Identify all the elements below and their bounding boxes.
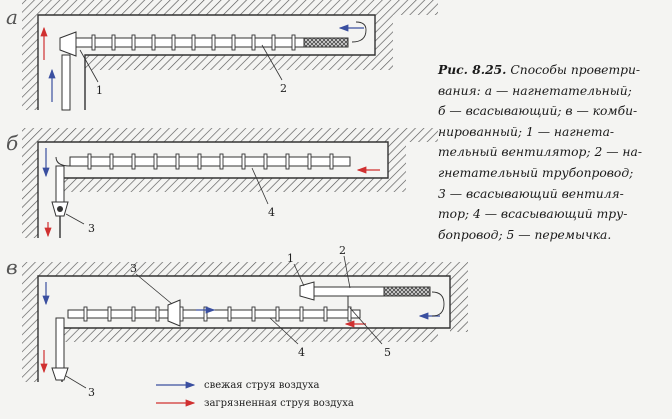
pipe-joint: [154, 154, 157, 169]
rock-face-a: [375, 15, 393, 60]
label-v-5: 5: [384, 346, 391, 359]
elbow-b: [56, 157, 70, 166]
leader-v3b: [66, 376, 86, 388]
leader-v3: [136, 274, 172, 304]
pipe-joint: [242, 154, 245, 169]
panel-a-letter: а: [6, 5, 18, 29]
pipe-joint: [92, 35, 95, 50]
caption-line-8: бопровод; 5 — перемычка.: [438, 227, 612, 242]
vertical-pipe-v: [56, 318, 64, 368]
fan-1-v: [300, 282, 314, 300]
rock-top-v: [38, 262, 468, 276]
label-b-4: 4: [268, 206, 275, 219]
vertical-pipe-a: [62, 55, 70, 110]
rock-left-v: [22, 262, 38, 382]
return-curve-v: [432, 292, 444, 316]
rock-left-a: [22, 0, 38, 110]
pressure-pipe-a: [76, 38, 304, 47]
flexible-hose-v: [384, 287, 430, 296]
pipe-joint: [212, 35, 215, 50]
pipe-joint: [112, 35, 115, 50]
pipe-joint: [156, 307, 159, 321]
panel-v: [6, 244, 468, 399]
caption-line-0: [438, 60, 664, 81]
panel-b: [6, 128, 438, 238]
pipe-joint: [192, 35, 195, 50]
caption-line-3: нированный; 1 — нагнета-: [438, 124, 615, 139]
pipe-joint: [300, 307, 303, 321]
caption-line-7: тор; 4 — всасывающий тру-: [438, 207, 628, 222]
pipe-joint: [198, 154, 201, 169]
rock-left-b: [22, 128, 38, 238]
pipe-joint: [176, 154, 179, 169]
pipe-joint: [84, 307, 87, 321]
rock-face-b: [388, 142, 406, 182]
pipe-joint: [276, 307, 279, 321]
rock-bottom-b: [60, 178, 406, 192]
pipe-joint: [88, 154, 91, 169]
pipe-joint: [152, 35, 155, 50]
panel-b-letter: б: [6, 131, 19, 155]
caption-line-2: б — всасывающий; в — комби-: [438, 104, 638, 119]
panel-a: [6, 0, 438, 110]
label-v-1: 1: [287, 252, 294, 265]
pipe-joint: [252, 307, 255, 321]
label-v-3: 3: [130, 262, 137, 275]
caption-line-0-text: Способы проветри-: [506, 63, 641, 77]
figure-caption: [438, 60, 664, 245]
caption-line-6: 3 — всасывающий вентиля-: [438, 186, 624, 201]
rock-bottom-a: [85, 55, 393, 70]
caption-line-4: тельный вентилятор; 2 — на-: [438, 145, 643, 160]
label-a-2: 2: [280, 82, 287, 95]
rock-top-b: [38, 128, 438, 142]
pipe-joint: [108, 307, 111, 321]
pipe-joint: [264, 154, 267, 169]
pipe-joint: [292, 35, 295, 50]
legend-fresh-text: свежая струя воздуха: [204, 380, 320, 391]
pipe-joint: [272, 35, 275, 50]
pipe-joint: [132, 307, 135, 321]
return-curve-a: [352, 22, 366, 42]
pipe-joint: [132, 154, 135, 169]
pipe-joint: [252, 35, 255, 50]
leader-b3: [66, 214, 84, 224]
pipe-joint: [204, 307, 207, 321]
label-v-4: 4: [298, 346, 305, 359]
label-v-2: 2: [339, 244, 346, 257]
rock-bottom-v: [62, 328, 438, 342]
pipe-joint: [110, 154, 113, 169]
pipe-joint: [324, 307, 327, 321]
label-a-1: 1: [96, 84, 103, 97]
panel-v-letter: в: [6, 255, 18, 279]
legend: [156, 380, 354, 409]
pipe-joint: [228, 307, 231, 321]
caption-line-1: вания: а — нагнетательный;: [438, 83, 632, 98]
caption-line-5: гнетательный трубопровод;: [438, 165, 634, 180]
pipe-joint: [308, 154, 311, 169]
pressure-pipe-v: [314, 287, 384, 296]
rock-face-v: [450, 276, 468, 332]
fan-hub-b: [57, 206, 63, 212]
rock-top-a: [38, 0, 438, 15]
pipe-joint: [132, 35, 135, 50]
pipe-joint: [220, 154, 223, 169]
legend-dirty-text: загрязненная струя воздуха: [204, 398, 354, 409]
fan-1-a: [60, 32, 76, 56]
pipe-joint: [232, 35, 235, 50]
fan-3-mid-v: [168, 300, 180, 326]
label-v-3b: 3: [88, 386, 95, 399]
pipe-joint: [286, 154, 289, 169]
vertical-pipe-b: [56, 166, 64, 202]
suction-pipe-v: [68, 310, 360, 318]
pipe-joint: [330, 154, 333, 169]
pipe-joint: [172, 35, 175, 50]
fan-3-bottom-v: [52, 368, 68, 380]
flexible-hose-a: [304, 38, 348, 47]
label-b-3: 3: [88, 222, 95, 235]
caption-prefix: Рис. 8.25.: [438, 62, 507, 77]
